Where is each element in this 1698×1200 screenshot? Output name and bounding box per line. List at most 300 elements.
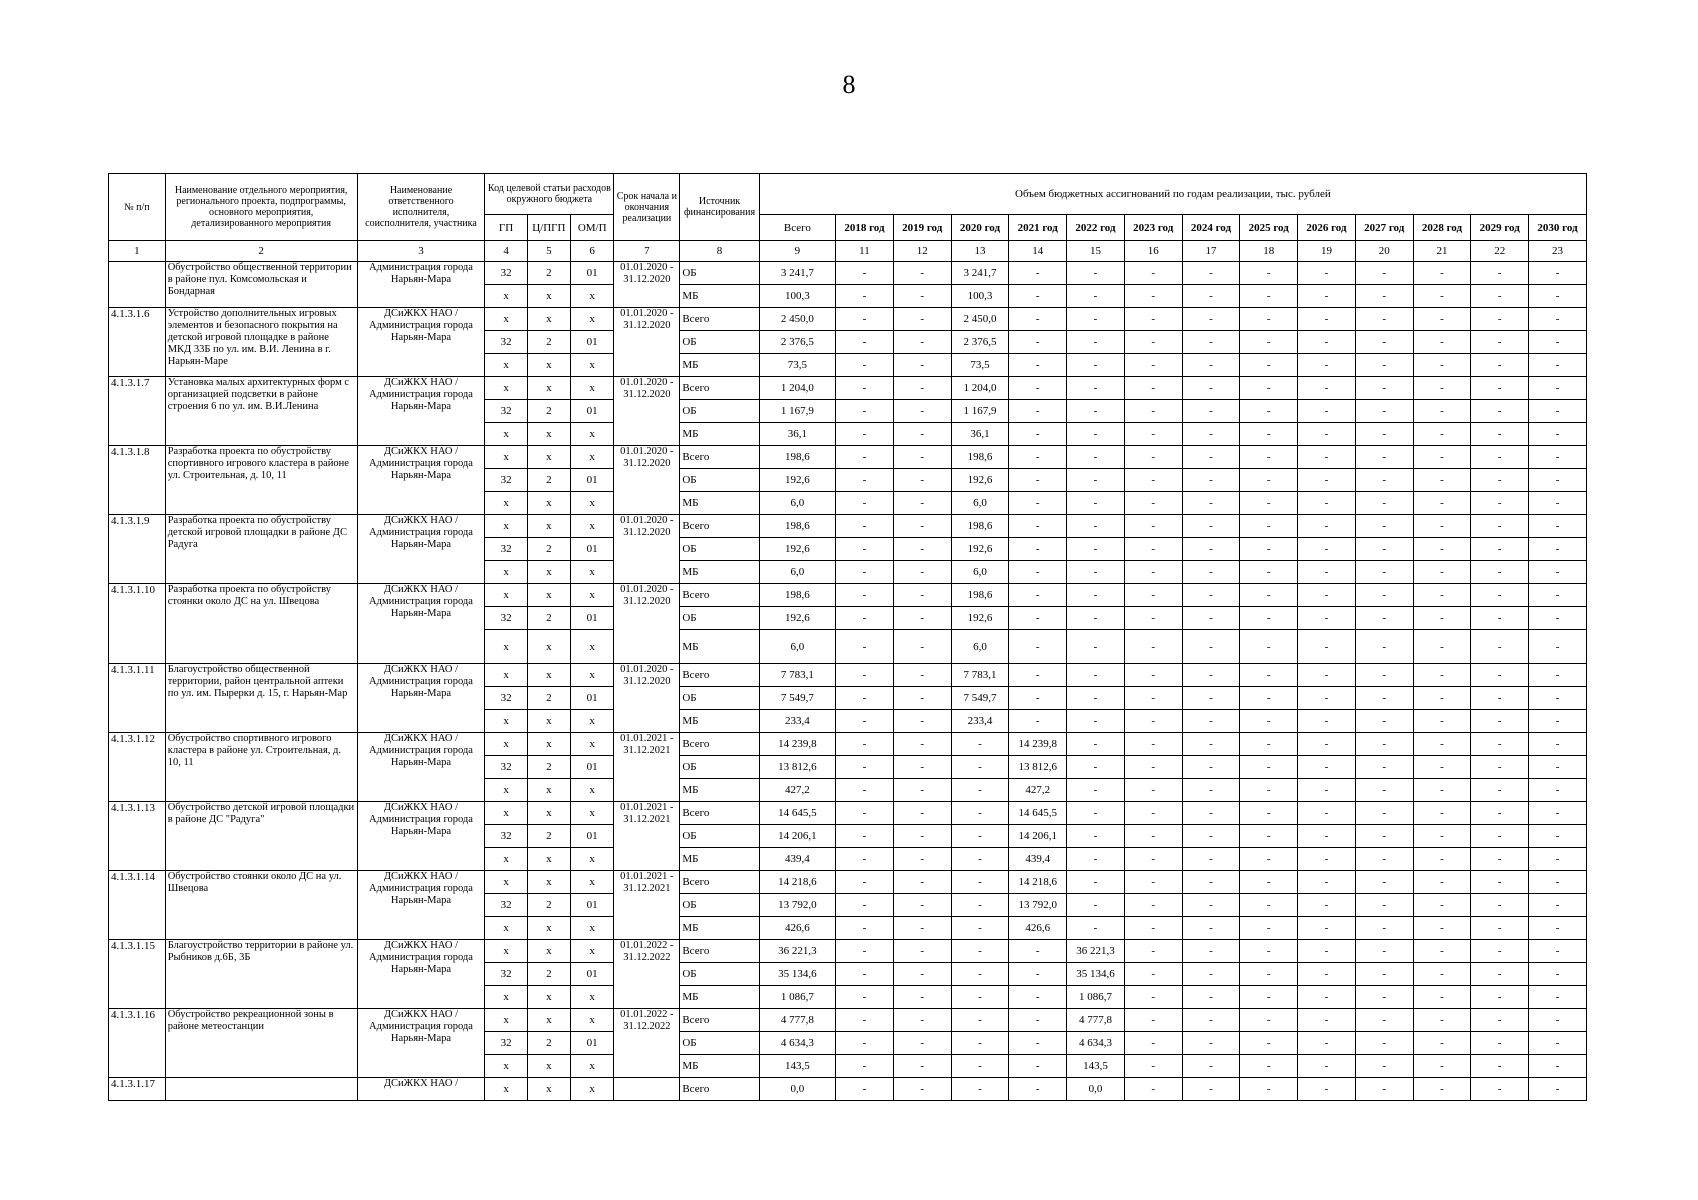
year-amount: -	[1471, 308, 1529, 331]
item-name: Обустройство стоянки около ДС на ул. Швецова	[165, 871, 357, 940]
year-amount: -	[1529, 262, 1587, 285]
year-amount: -	[1182, 1009, 1240, 1032]
item-name: Благоустройство общественной территории, район центральной аптеки по ул. им. Пырерки д. 15, г. Нарьян-Мар	[165, 664, 357, 733]
omp-code: 01	[571, 894, 614, 917]
year-amount: -	[1124, 630, 1182, 664]
year-amount: -	[1471, 1055, 1529, 1078]
funding-source: ОБ	[680, 894, 759, 917]
year-amount: -	[1240, 986, 1298, 1009]
gp-code: x	[485, 848, 527, 871]
year-subheader: 2026 год	[1298, 215, 1356, 241]
year-amount: 4 777,8	[1067, 1009, 1125, 1032]
year-amount: -	[1413, 308, 1471, 331]
item-name: Обустройство общественной территории в районе пул. Комсомольская и Бондарная	[165, 262, 357, 308]
year-amount: -	[836, 538, 894, 561]
year-amount: -	[836, 285, 894, 308]
year-amount: -	[1182, 779, 1240, 802]
year-amount: 2 450,0	[951, 308, 1009, 331]
year-amount: -	[1413, 377, 1471, 400]
year-amount: -	[1529, 285, 1587, 308]
year-amount: -	[1413, 584, 1471, 607]
year-amount: -	[1240, 538, 1298, 561]
year-amount: -	[1182, 285, 1240, 308]
year-amount: -	[1240, 492, 1298, 515]
year-amount: 439,4	[1009, 848, 1067, 871]
year-amount: -	[1413, 446, 1471, 469]
year-amount: -	[1009, 1078, 1067, 1101]
total-amount: 100,3	[759, 285, 835, 308]
omp-code: x	[571, 710, 614, 733]
year-amount: -	[1529, 630, 1587, 664]
year-amount: 7 549,7	[951, 687, 1009, 710]
year-amount: -	[893, 377, 951, 400]
year-amount: -	[1298, 538, 1356, 561]
item-executor: ДСиЖКХ НАО /	[357, 1078, 485, 1101]
funding-source: МБ	[680, 630, 759, 664]
year-amount: -	[1124, 1078, 1182, 1101]
year-amount: -	[1355, 779, 1413, 802]
year-amount: -	[1009, 986, 1067, 1009]
year-amount: -	[1355, 377, 1413, 400]
year-amount: -	[1298, 1055, 1356, 1078]
omp-code: x	[571, 377, 614, 400]
total-amount: 198,6	[759, 584, 835, 607]
year-amount: -	[1413, 469, 1471, 492]
year-amount: -	[1471, 733, 1529, 756]
year-amount: -	[1413, 1055, 1471, 1078]
year-amount: -	[951, 1078, 1009, 1101]
gp-code: x	[485, 515, 527, 538]
year-amount: -	[1471, 871, 1529, 894]
year-amount: -	[1529, 1032, 1587, 1055]
total-amount: 14 239,8	[759, 733, 835, 756]
year-amount: 35 134,6	[1067, 963, 1125, 986]
item-name: Разработка проекта по обустройству детской игровой площадки в районе ДС Радуга	[165, 515, 357, 584]
item-name: Разработка проекта по обустройству стоянки около ДС на ул. Швецова	[165, 584, 357, 664]
year-amount: -	[1471, 607, 1529, 630]
year-amount: -	[836, 940, 894, 963]
funding-source: ОБ	[680, 262, 759, 285]
cpgp-code: 2	[527, 687, 570, 710]
year-subheader: 2024 год	[1182, 215, 1240, 241]
year-amount: 198,6	[951, 446, 1009, 469]
item-term: 01.01.2022 - 31.12.2022	[614, 1009, 680, 1078]
year-amount: -	[1067, 308, 1125, 331]
year-amount: -	[893, 779, 951, 802]
year-amount: -	[1009, 710, 1067, 733]
total-amount: 2 376,5	[759, 331, 835, 354]
funding-source: ОБ	[680, 825, 759, 848]
gp-code: x	[485, 1009, 527, 1032]
year-amount: -	[1471, 285, 1529, 308]
funding-source: ОБ	[680, 687, 759, 710]
item-term: 01.01.2020 - 31.12.2020	[614, 584, 680, 664]
year-amount: -	[1009, 446, 1067, 469]
year-amount: -	[1529, 687, 1587, 710]
year-amount: -	[1124, 308, 1182, 331]
funding-source: Всего	[680, 940, 759, 963]
gp-code: x	[485, 733, 527, 756]
funding-source: Всего	[680, 377, 759, 400]
year-amount: -	[1529, 986, 1587, 1009]
year-amount: -	[893, 1009, 951, 1032]
funding-source: Всего	[680, 871, 759, 894]
item-term	[614, 1078, 680, 1101]
year-amount: 426,6	[1009, 917, 1067, 940]
funding-source: МБ	[680, 492, 759, 515]
omp-code: x	[571, 492, 614, 515]
year-amount: -	[1529, 779, 1587, 802]
year-amount: -	[893, 917, 951, 940]
column-number: 18	[1240, 241, 1298, 262]
year-amount: 73,5	[951, 354, 1009, 377]
cpgp-code: x	[527, 354, 570, 377]
year-amount: -	[893, 354, 951, 377]
year-amount: -	[1355, 492, 1413, 515]
funding-source: МБ	[680, 779, 759, 802]
item-number: 4.1.3.1.13	[109, 802, 166, 871]
year-amount: -	[1124, 285, 1182, 308]
year-amount: -	[1298, 940, 1356, 963]
year-amount: -	[1413, 538, 1471, 561]
gp-code: 32	[485, 894, 527, 917]
year-amount: -	[1413, 963, 1471, 986]
year-amount: -	[1067, 285, 1125, 308]
year-amount: -	[1355, 469, 1413, 492]
year-amount: -	[951, 756, 1009, 779]
year-amount: 192,6	[951, 538, 1009, 561]
table-row	[109, 664, 1587, 687]
year-amount: -	[1182, 756, 1240, 779]
year-amount: -	[1529, 1078, 1587, 1101]
cpgp-code: x	[527, 1078, 570, 1101]
total-amount: 36,1	[759, 423, 835, 446]
year-amount: -	[1124, 377, 1182, 400]
year-amount: -	[1298, 515, 1356, 538]
table-row	[109, 515, 1587, 538]
year-amount: -	[893, 285, 951, 308]
year-amount: -	[1182, 469, 1240, 492]
year-amount: 143,5	[1067, 1055, 1125, 1078]
year-amount: -	[1298, 400, 1356, 423]
year-amount: -	[836, 802, 894, 825]
year-amount: -	[1355, 940, 1413, 963]
year-amount: 1 086,7	[1067, 986, 1125, 1009]
year-amount: -	[1471, 584, 1529, 607]
year-amount: -	[1124, 848, 1182, 871]
year-amount: -	[1355, 963, 1413, 986]
year-amount: -	[1471, 446, 1529, 469]
year-amount: -	[1529, 446, 1587, 469]
year-subheader: 2027 год	[1355, 215, 1413, 241]
year-amount: -	[1529, 825, 1587, 848]
gp-code: 32	[485, 825, 527, 848]
total-amount: 3 241,7	[759, 262, 835, 285]
total-amount: 198,6	[759, 446, 835, 469]
omp-code: x	[571, 779, 614, 802]
column-number: 9	[759, 241, 835, 262]
year-amount: -	[1413, 423, 1471, 446]
year-amount: -	[836, 446, 894, 469]
year-amount: -	[1413, 664, 1471, 687]
year-subheader: 2025 год	[1240, 215, 1298, 241]
year-amount: -	[1240, 1032, 1298, 1055]
column-numbers-row	[109, 241, 1587, 262]
item-term: 01.01.2020 - 31.12.2020	[614, 308, 680, 377]
gp-code: x	[485, 492, 527, 515]
total-amount: 143,5	[759, 1055, 835, 1078]
year-amount: -	[1298, 446, 1356, 469]
total-amount: 426,6	[759, 917, 835, 940]
year-amount: -	[1124, 963, 1182, 986]
omp-code: x	[571, 802, 614, 825]
year-amount: -	[836, 894, 894, 917]
year-amount: -	[1471, 687, 1529, 710]
year-amount: -	[1355, 894, 1413, 917]
year-amount: 198,6	[951, 584, 1009, 607]
year-amount: -	[1240, 825, 1298, 848]
year-amount: -	[1124, 262, 1182, 285]
year-amount: -	[951, 733, 1009, 756]
year-amount: -	[1124, 986, 1182, 1009]
gp-code: x	[485, 917, 527, 940]
year-amount: -	[836, 1032, 894, 1055]
year-amount: -	[1240, 710, 1298, 733]
year-amount: -	[836, 848, 894, 871]
total-amount: 7 549,7	[759, 687, 835, 710]
year-amount: -	[1067, 561, 1125, 584]
omp-code: 01	[571, 538, 614, 561]
year-amount: -	[1009, 469, 1067, 492]
year-amount: -	[1124, 400, 1182, 423]
item-number: 4.1.3.1.16	[109, 1009, 166, 1078]
year-amount: -	[1240, 262, 1298, 285]
year-amount: -	[1067, 664, 1125, 687]
gp-code: 32	[485, 400, 527, 423]
year-amount: -	[836, 423, 894, 446]
column-number: 13	[951, 241, 1009, 262]
funding-source: Всего	[680, 802, 759, 825]
year-amount: -	[1182, 331, 1240, 354]
year-amount: 36,1	[951, 423, 1009, 446]
year-amount: -	[1298, 848, 1356, 871]
year-amount: -	[1355, 331, 1413, 354]
year-amount: -	[1298, 825, 1356, 848]
year-amount: -	[1067, 779, 1125, 802]
item-executor: Администрация города Нарьян-Мара	[357, 262, 485, 308]
year-amount: -	[893, 538, 951, 561]
year-amount: -	[1529, 871, 1587, 894]
year-amount: -	[893, 664, 951, 687]
year-subheader: 2022 год	[1067, 215, 1125, 241]
year-amount: -	[951, 963, 1009, 986]
year-amount: -	[1413, 400, 1471, 423]
year-amount: -	[836, 986, 894, 1009]
year-amount: 427,2	[1009, 779, 1067, 802]
total-amount: 4 777,8	[759, 1009, 835, 1032]
year-amount: -	[1009, 963, 1067, 986]
total-amount: 6,0	[759, 630, 835, 664]
year-amount: 7 783,1	[951, 664, 1009, 687]
year-amount: 13 812,6	[1009, 756, 1067, 779]
table-row	[109, 871, 1587, 894]
year-amount: -	[893, 446, 951, 469]
year-amount: -	[1413, 1009, 1471, 1032]
year-amount: -	[1413, 687, 1471, 710]
year-amount: -	[951, 894, 1009, 917]
year-amount: 36 221,3	[1067, 940, 1125, 963]
col-executor-header: Наименование ответственного исполнителя, соисполнителя, участника	[357, 174, 485, 241]
gp-code: x	[485, 308, 527, 331]
year-amount: -	[1529, 515, 1587, 538]
funding-source: ОБ	[680, 400, 759, 423]
year-amount: -	[1124, 469, 1182, 492]
year-amount: -	[1298, 986, 1356, 1009]
year-amount: -	[1298, 331, 1356, 354]
gp-code: x	[485, 802, 527, 825]
year-amount: -	[893, 400, 951, 423]
column-number: 15	[1067, 241, 1125, 262]
year-amount: -	[1067, 825, 1125, 848]
total-subheader: Всего	[759, 215, 835, 241]
year-amount: -	[1355, 607, 1413, 630]
year-amount: 6,0	[951, 630, 1009, 664]
total-amount: 14 218,6	[759, 871, 835, 894]
year-amount: -	[893, 1055, 951, 1078]
cpgp-code: x	[527, 917, 570, 940]
cpgp-code: x	[527, 802, 570, 825]
funding-source: МБ	[680, 423, 759, 446]
year-amount: -	[836, 262, 894, 285]
year-amount: -	[1355, 515, 1413, 538]
year-amount: -	[1413, 733, 1471, 756]
year-amount: -	[1298, 871, 1356, 894]
year-amount: -	[1471, 1009, 1529, 1032]
year-subheader: 2030 год	[1529, 215, 1587, 241]
year-amount: -	[1471, 538, 1529, 561]
funding-source: ОБ	[680, 331, 759, 354]
year-amount: -	[1182, 354, 1240, 377]
year-amount: -	[1355, 1009, 1413, 1032]
gp-code: 32	[485, 687, 527, 710]
year-amount: -	[893, 331, 951, 354]
funding-source: МБ	[680, 986, 759, 1009]
table-row	[109, 802, 1587, 825]
col-num-header: № п/п	[109, 174, 166, 241]
year-subheader: 2028 год	[1413, 215, 1471, 241]
omp-code: 01	[571, 469, 614, 492]
omp-code: x	[571, 423, 614, 446]
column-number: 5	[527, 241, 570, 262]
omp-code: x	[571, 285, 614, 308]
year-amount: -	[1067, 710, 1125, 733]
year-amount: -	[1413, 607, 1471, 630]
total-amount: 73,5	[759, 354, 835, 377]
year-amount: -	[1298, 607, 1356, 630]
year-amount: -	[1067, 423, 1125, 446]
year-amount: -	[836, 687, 894, 710]
year-amount: -	[1009, 664, 1067, 687]
item-name: Обустройство детской игровой площадки в районе ДС "Радуга"	[165, 802, 357, 871]
year-amount: -	[1471, 710, 1529, 733]
column-number: 6	[571, 241, 614, 262]
year-amount: -	[1124, 607, 1182, 630]
total-amount: 2 450,0	[759, 308, 835, 331]
year-amount: -	[893, 561, 951, 584]
omp-code: x	[571, 584, 614, 607]
total-amount: 7 783,1	[759, 664, 835, 687]
cpgp-code: x	[527, 986, 570, 1009]
cpgp-code: x	[527, 848, 570, 871]
year-amount: -	[1529, 561, 1587, 584]
year-amount: -	[836, 469, 894, 492]
total-amount: 1 167,9	[759, 400, 835, 423]
gp-code: x	[485, 354, 527, 377]
year-amount: -	[1413, 917, 1471, 940]
year-amount: -	[1413, 331, 1471, 354]
year-amount: -	[836, 354, 894, 377]
year-amount: -	[893, 940, 951, 963]
year-amount: -	[1355, 687, 1413, 710]
year-amount: -	[1413, 1078, 1471, 1101]
funding-source: МБ	[680, 561, 759, 584]
year-amount: -	[836, 779, 894, 802]
code-subheader: Ц/ПГП	[527, 215, 570, 241]
item-executor: ДСиЖКХ НАО / Администрация города Нарьян-Мара	[357, 584, 485, 664]
year-amount: -	[1182, 825, 1240, 848]
funding-source: ОБ	[680, 963, 759, 986]
code-subheader: ОМ/П	[571, 215, 614, 241]
year-amount: -	[893, 986, 951, 1009]
total-amount: 1 204,0	[759, 377, 835, 400]
year-amount: -	[1471, 963, 1529, 986]
gp-code: 32	[485, 607, 527, 630]
year-amount: -	[893, 710, 951, 733]
year-amount: -	[1355, 285, 1413, 308]
year-amount: -	[1009, 1009, 1067, 1032]
item-number: 4.1.3.1.8	[109, 446, 166, 515]
year-amount: -	[1298, 285, 1356, 308]
funding-source: Всего	[680, 446, 759, 469]
gp-code: x	[485, 446, 527, 469]
year-amount: -	[1124, 1032, 1182, 1055]
year-amount: -	[1124, 1055, 1182, 1078]
year-amount: -	[1182, 561, 1240, 584]
total-amount: 192,6	[759, 538, 835, 561]
year-amount: -	[1529, 584, 1587, 607]
year-amount: -	[1355, 871, 1413, 894]
year-amount: -	[1009, 515, 1067, 538]
year-amount: -	[893, 1032, 951, 1055]
year-amount: -	[1529, 538, 1587, 561]
table-body	[109, 262, 1587, 1101]
year-amount: -	[1240, 963, 1298, 986]
year-amount: -	[1298, 423, 1356, 446]
gp-code: x	[485, 561, 527, 584]
funding-source: Всего	[680, 584, 759, 607]
total-amount: 35 134,6	[759, 963, 835, 986]
year-amount: -	[1413, 871, 1471, 894]
year-amount: -	[836, 377, 894, 400]
year-amount: -	[1529, 940, 1587, 963]
year-amount: -	[1240, 756, 1298, 779]
year-amount: -	[1240, 400, 1298, 423]
year-amount: -	[1240, 331, 1298, 354]
year-amount: -	[1298, 756, 1356, 779]
gp-code: x	[485, 377, 527, 400]
year-amount: -	[1471, 354, 1529, 377]
year-amount: -	[1298, 354, 1356, 377]
